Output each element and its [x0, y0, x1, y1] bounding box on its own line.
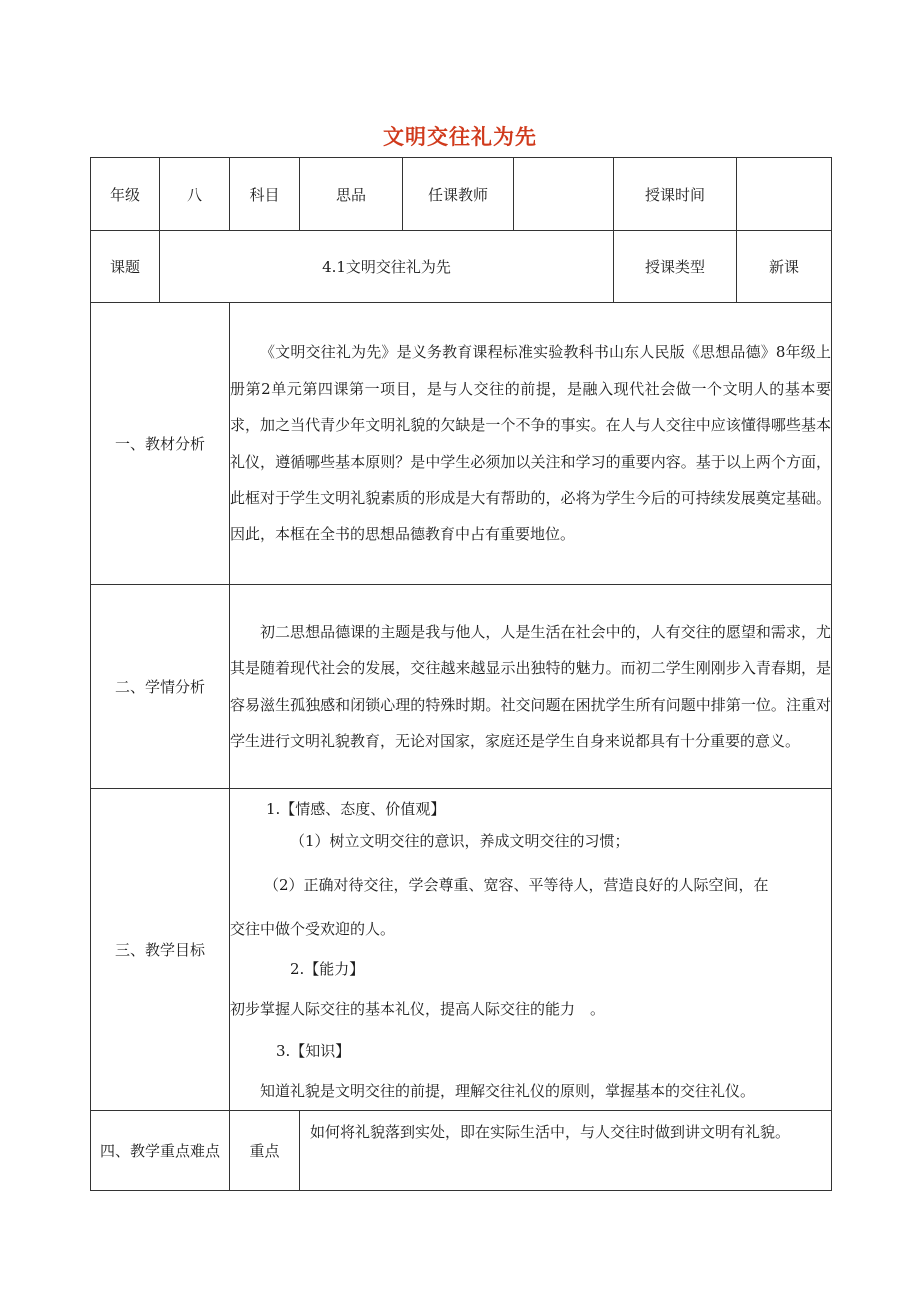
emotion-heading: 1.【情感、态度、价值观】	[266, 799, 446, 818]
student-analysis-text: 初二思想品德课的主题是我与他人，人是生活在社会中的，人有交往的愿望和需求，尤其是随着现代社会的发展，交往越来越显示出独特的魅力。而初二学生刚刚步入青春期，是容易滋生孤独感和闭锁心理的特殊时期。社交问题在困扰学生所有问题中排第一位。注重对学生进行文明礼貌教育，无论对国家，家庭还是学生自身来说都具有十分重要的意义。	[230, 622, 831, 750]
time-value	[737, 158, 832, 231]
key-points-label: 四、教学重点难点	[91, 1111, 230, 1191]
textbook-analysis-text: 《文明交往礼为先》是义务教育课程标准实验教科书山东人民版《思想品德》8年级上册第2单元第四课第一项目，是与人交往的前提，是融入现代社会做一个文明人的基本要求，加之当代青少年文明礼貌的欠缺是一个不争的事实。在人与人交往中应该懂得哪些基本礼仪，遵循哪些基本原则？是中学生必须加以关注和学习的重要内容。基于以上两个方面，此框对于学生文明礼貌素质的形成是大有帮助的，必将为学生今后的可持续发展奠定基础。因此，本框在全书的思想品德教育中占有重要地位。	[230, 343, 831, 544]
type-label: 授课类型	[614, 231, 737, 303]
textbook-analysis-row	[91, 303, 832, 585]
emotion-item-2a: （2）正确对待交往，学会尊重、宽容、平等待人，营造良好的人际空间，在	[264, 875, 769, 894]
grade-value: 八	[160, 158, 230, 231]
topic-row	[91, 231, 832, 303]
ability-text: 初步掌握人际交往的基本礼仪，提高人际交往的能力 。	[230, 999, 606, 1018]
student-analysis-row	[91, 585, 832, 789]
teaching-goals-label: 三、教学目标	[91, 789, 230, 1111]
topic-value: 4.1文明交往礼为先	[160, 231, 614, 303]
type-value: 新课	[737, 231, 832, 303]
knowledge-text: 知道礼貌是文明交往的前提，理解交往礼仪的原则，掌握基本的交往礼仪。	[260, 1081, 756, 1100]
key-points-row	[91, 1111, 832, 1191]
textbook-analysis-cell	[230, 303, 832, 585]
emotion-item-2b: 交往中做个受欢迎的人。	[230, 919, 396, 938]
knowledge-heading: 3.【知识】	[276, 1041, 351, 1060]
subject-value: 思品	[300, 158, 403, 231]
topic-label: 课题	[91, 231, 160, 303]
document-title: 文明交往礼为先	[383, 124, 537, 149]
grade-label: 年级	[91, 158, 160, 231]
key-points-text: 如何将礼貌落到实处，即在实际生活中，与人交往时做到讲文明有礼貌。	[300, 1111, 832, 1191]
teaching-goals-row	[91, 789, 832, 1111]
teacher-value	[514, 158, 614, 231]
subject-label: 科目	[230, 158, 300, 231]
emotion-item-1: （1）树立文明交往的意识，养成文明交往的习惯；	[290, 831, 630, 850]
time-label: 授课时间	[614, 158, 737, 231]
student-analysis-label: 二、学情分析	[91, 585, 230, 789]
lesson-plan-table	[90, 157, 832, 1191]
teaching-goals-cell	[230, 789, 832, 1111]
textbook-analysis-label: 一、教材分析	[91, 303, 230, 585]
teacher-label: 任课教师	[403, 158, 514, 231]
student-analysis-cell	[230, 585, 832, 789]
key-points-sub-label: 重点	[230, 1111, 300, 1191]
header-row	[91, 158, 832, 231]
ability-heading: 2.【能力】	[290, 959, 365, 978]
